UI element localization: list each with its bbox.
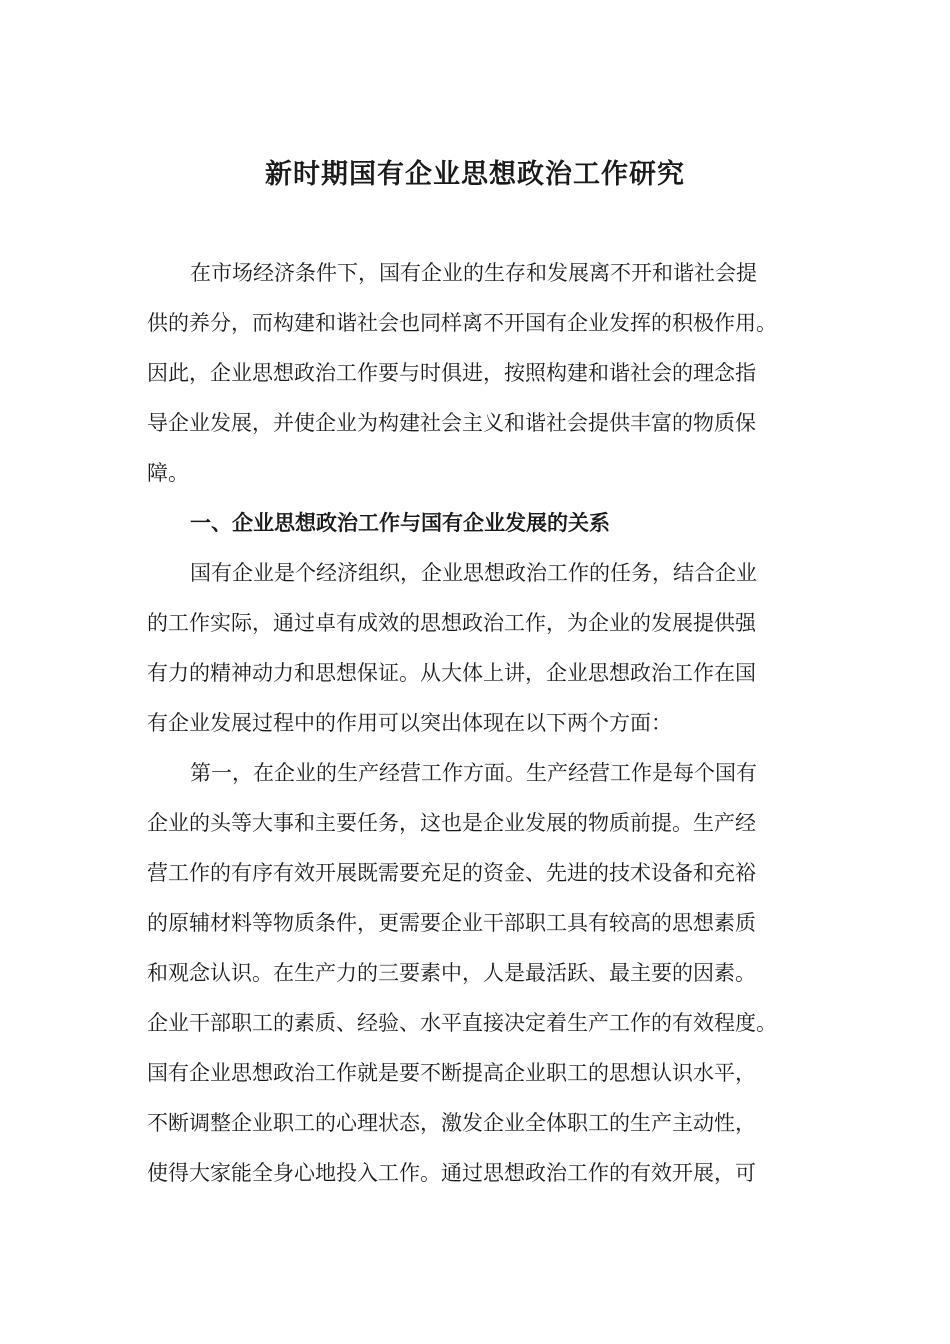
paragraph-line: 企业的头等大事和主要任务，这也是企业发展的物质前提。生产经: [147, 811, 756, 835]
paragraph-line: 因此，企业思想政治工作要与时俱进，按照构建和谐社会的理念指: [147, 361, 756, 385]
paragraph-line: 导企业发展，并使企业为构建社会主义和谐社会提供丰富的物质保: [147, 411, 756, 435]
paragraph-line: 使得大家能全身心地投入工作。通过思想政治工作的有效开展，可: [147, 1161, 756, 1185]
document-title: 新时期国有企业思想政治工作研究: [265, 159, 685, 190]
paragraph-line: 有力的精神动力和思想保证。从大体上讲，企业思想政治工作在国: [147, 661, 756, 685]
paragraph-line: 和观念认识。在生产力的三要素中，人是最活跃、最主要的因素。: [147, 961, 756, 985]
paragraph-line: 在市场经济条件下，国有企业的生存和发展离不开和谐社会提: [190, 261, 757, 285]
paragraph-line: 国有企业是个经济组织，企业思想政治工作的任务，结合企业: [190, 561, 757, 585]
paragraph-line: 有企业发展过程中的作用可以突出体现在以下两个方面：: [147, 711, 672, 735]
paragraph-line: 企业干部职工的素质、经验、水平直接决定着生产工作的有效程度。: [147, 1011, 777, 1035]
paragraph-line: 的工作实际，通过卓有成效的思想政治工作，为企业的发展提供强: [147, 611, 756, 635]
paragraph-line: 营工作的有序有效开展既需要充足的资金、先进的技术设备和充裕: [147, 861, 756, 885]
paragraph-line: 供的养分，而构建和谐社会也同样离不开国有企业发挥的积极作用。: [147, 311, 777, 335]
section-heading: 一、企业思想政治工作与国有企业发展的关系: [190, 510, 610, 535]
paragraph-line: 的原辅材料等物质条件，更需要企业干部职工具有较高的思想素质: [147, 911, 756, 935]
paragraph-line: 第一，在企业的生产经营工作方面。生产经营工作是每个国有: [190, 761, 757, 785]
paragraph-line: 障。: [147, 461, 189, 485]
paragraph-line: 不断调整企业职工的心理状态，激发企业全体职工的生产主动性，: [147, 1111, 756, 1135]
paragraph-line: 国有企业思想政治工作就是要不断提高企业职工的思想认识水平，: [147, 1061, 756, 1085]
